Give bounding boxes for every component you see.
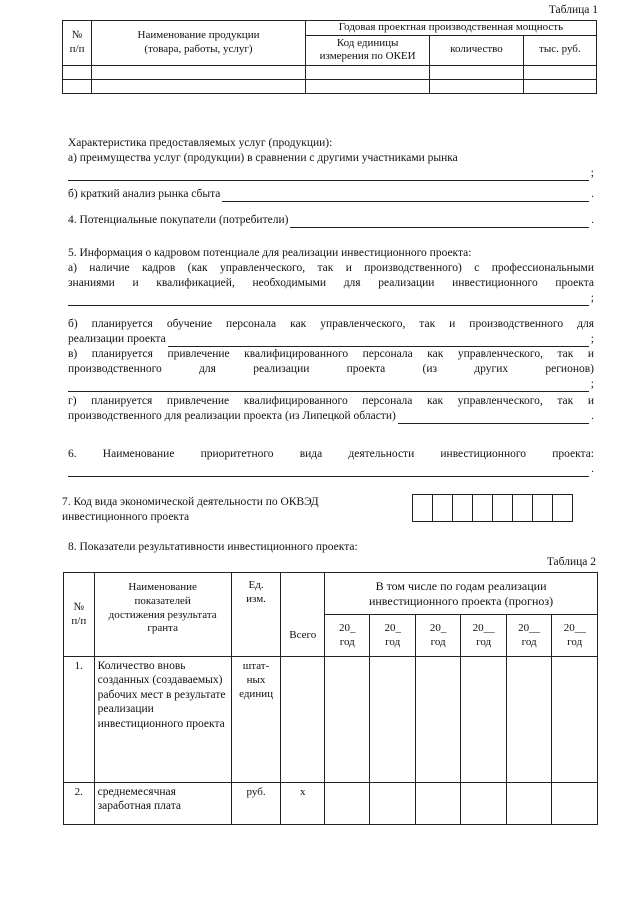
- okved-box[interactable]: [492, 494, 513, 522]
- t2-cell[interactable]: [370, 783, 415, 825]
- t1-cell[interactable]: [430, 79, 523, 93]
- personnel-d-line[interactable]: [398, 412, 589, 424]
- t1-cell[interactable]: [92, 79, 306, 93]
- t2-cell[interactable]: [506, 657, 552, 783]
- okved-box[interactable]: [552, 494, 573, 522]
- okved-line2: инвестиционного проекта: [62, 511, 190, 523]
- okved-box[interactable]: [532, 494, 553, 522]
- t2-cell[interactable]: [461, 657, 507, 783]
- services-section: Характеристика предоставляемых услуг (продукции): а) преимущества услуг (продукции) в сравнении с другими участниками рынка ; б) краткий анализ рынка сбыта .: [68, 137, 594, 200]
- indicators-title: 8. Показатели результативности инвестиционного проекта:: [68, 541, 358, 553]
- t2-row-name: Количество вновь созданных (создаваемых) рабочих мест в результате реализации инвестиционного проекта: [94, 657, 231, 783]
- t2-cell[interactable]: [506, 783, 552, 825]
- t1-cell[interactable]: [523, 65, 596, 79]
- personnel-d-line1: г) планируется привлечение квалифицированного персонала как управленческого, так и: [68, 395, 594, 407]
- t2-year: 20__ год: [506, 615, 552, 657]
- okved-box[interactable]: [432, 494, 453, 522]
- t2-cell[interactable]: [415, 657, 460, 783]
- t1-cell[interactable]: [63, 79, 92, 93]
- t2-row-total: х: [281, 783, 325, 825]
- t2-cell[interactable]: [325, 657, 370, 783]
- t1-cell[interactable]: [92, 65, 306, 79]
- personnel-b-line2: реализации проекта: [68, 333, 166, 345]
- t1-col-qty: количество: [430, 35, 523, 65]
- buyers-label: 4. Потенциальные покупатели (потребители): [68, 214, 289, 226]
- t2-row-unit: руб.: [231, 783, 281, 825]
- personnel-c-line2: производственного для реализации проекта (из других регионов): [68, 363, 594, 375]
- personnel-title: 5. Информация о кадровом потенциале для реализации инвестиционного проекта:: [68, 247, 472, 259]
- okved-box[interactable]: [472, 494, 493, 522]
- personnel-a-line[interactable]: [68, 294, 589, 306]
- t2-row-name: среднемесячная заработная плата: [94, 783, 231, 825]
- personnel-c-line[interactable]: [68, 380, 589, 392]
- t2-year: 20_ год: [370, 615, 415, 657]
- t2-col-num: № п/п: [64, 573, 95, 657]
- services-item-a-line[interactable]: [68, 169, 589, 181]
- t2-col-unit: Ед. изм.: [231, 573, 281, 657]
- services-title: Характеристика предоставляемых услуг (продукции):: [68, 137, 333, 149]
- activity-line[interactable]: [68, 465, 589, 477]
- t2-cell[interactable]: [552, 783, 598, 825]
- t2-year: 20__ год: [552, 615, 598, 657]
- t1-cell[interactable]: [523, 79, 596, 93]
- table1: [62, 20, 597, 94]
- table-row: [64, 657, 598, 783]
- table-row: [64, 783, 598, 825]
- personnel-a-line1: а) наличие кадров (как управленческого, так и производственного) с профессиональными: [68, 262, 594, 274]
- personnel-b-line1: б) планируется обучение персонала как управленческого, так и производственного для: [68, 318, 594, 330]
- personnel-a-line2: знаниями и квалификацией, необходимыми для реализации инвестиционного проекта: [68, 277, 594, 289]
- t2-col-total: Всего: [281, 573, 325, 657]
- personnel-d-line2: производственного для реализации проекта (из Липецкой области): [68, 410, 396, 422]
- activity-label: 6. Наименование приоритетного вида деятельности инвестиционного проекта:: [68, 448, 594, 460]
- t1-col-group: Годовая проектная производственная мощность: [305, 21, 596, 36]
- t2-cell[interactable]: [370, 657, 415, 783]
- services-item-b: б) краткий анализ рынка сбыта: [68, 188, 221, 200]
- personnel-b-line[interactable]: [168, 335, 589, 347]
- t2-col-name: Наименование показателей достижения результата гранта: [94, 573, 231, 657]
- t2-row-num: 2.: [64, 783, 95, 825]
- personnel-c-line1: в) планируется привлечение квалифицированного персонала как управленческого, так и: [68, 348, 594, 360]
- t2-year: 20_ год: [325, 615, 370, 657]
- t1-col-name: Наименование продукции (товара, работы, услуг): [92, 21, 306, 66]
- t2-cell[interactable]: [552, 657, 598, 783]
- t2-row-total[interactable]: [281, 657, 325, 783]
- table2: [63, 572, 598, 825]
- t1-cell[interactable]: [63, 65, 92, 79]
- t1-col-unit: Код единицы измерения по ОКЕИ: [305, 35, 429, 65]
- table1-caption: Таблица 1: [548, 4, 598, 16]
- okved-section: [62, 495, 362, 525]
- t2-year: 20_ год: [415, 615, 460, 657]
- t1-cell[interactable]: [305, 79, 429, 93]
- t2-row-num: 1.: [64, 657, 95, 783]
- activity-section: 6. Наименование приоритетного вида деятельности инвестиционного проекта: .: [68, 448, 594, 475]
- table2-caption: Таблица 2: [546, 556, 596, 568]
- t2-row-unit: штат- ных единиц: [231, 657, 281, 783]
- t2-col-group: В том числе по годам реализации инвестиционного проекта (прогноз): [325, 573, 598, 615]
- okved-code-boxes: [413, 494, 573, 522]
- okved-box[interactable]: [452, 494, 473, 522]
- t1-col-num: № п/п: [63, 21, 92, 66]
- t2-cell[interactable]: [325, 783, 370, 825]
- services-item-b-line[interactable]: [222, 190, 589, 202]
- t2-year: 20__ год: [461, 615, 507, 657]
- personnel-section: 5. Информация о кадровом потенциале для реализации инвестиционного проекта: а) наличие кадров (как управленческого, так и производственного) с профессиональными знаниями и квалификацией, необходимыми для реализации инвестиционного проекта ; б) планируется обучение персонала как управленческого, так и производственного для реализации проекта ; в) планируется привлечение квалифицированного персонала как управленческого, так и производственного для реализации проекта (из других регионов) ; г) планируется привлечение квалифицированного персонала как управленческого, так и производственного для реализации проекта (из Липецкой области) .: [68, 247, 594, 422]
- buyers-section: 4. Потенциальные покупатели (потребители) .: [68, 214, 594, 226]
- t1-cell[interactable]: [305, 65, 429, 79]
- t1-col-rub: тыс. руб.: [523, 35, 596, 65]
- t2-cell[interactable]: [415, 783, 460, 825]
- okved-box[interactable]: [512, 494, 533, 522]
- buyers-line[interactable]: [290, 216, 589, 228]
- t1-cell[interactable]: [430, 65, 523, 79]
- services-item-a: а) преимущества услуг (продукции) в сравнении с другими участниками рынка: [68, 152, 458, 164]
- okved-box[interactable]: [412, 494, 433, 522]
- okved-line1: 7. Код вида экономической деятельности по ОКВЭД: [62, 496, 319, 508]
- t2-cell[interactable]: [461, 783, 507, 825]
